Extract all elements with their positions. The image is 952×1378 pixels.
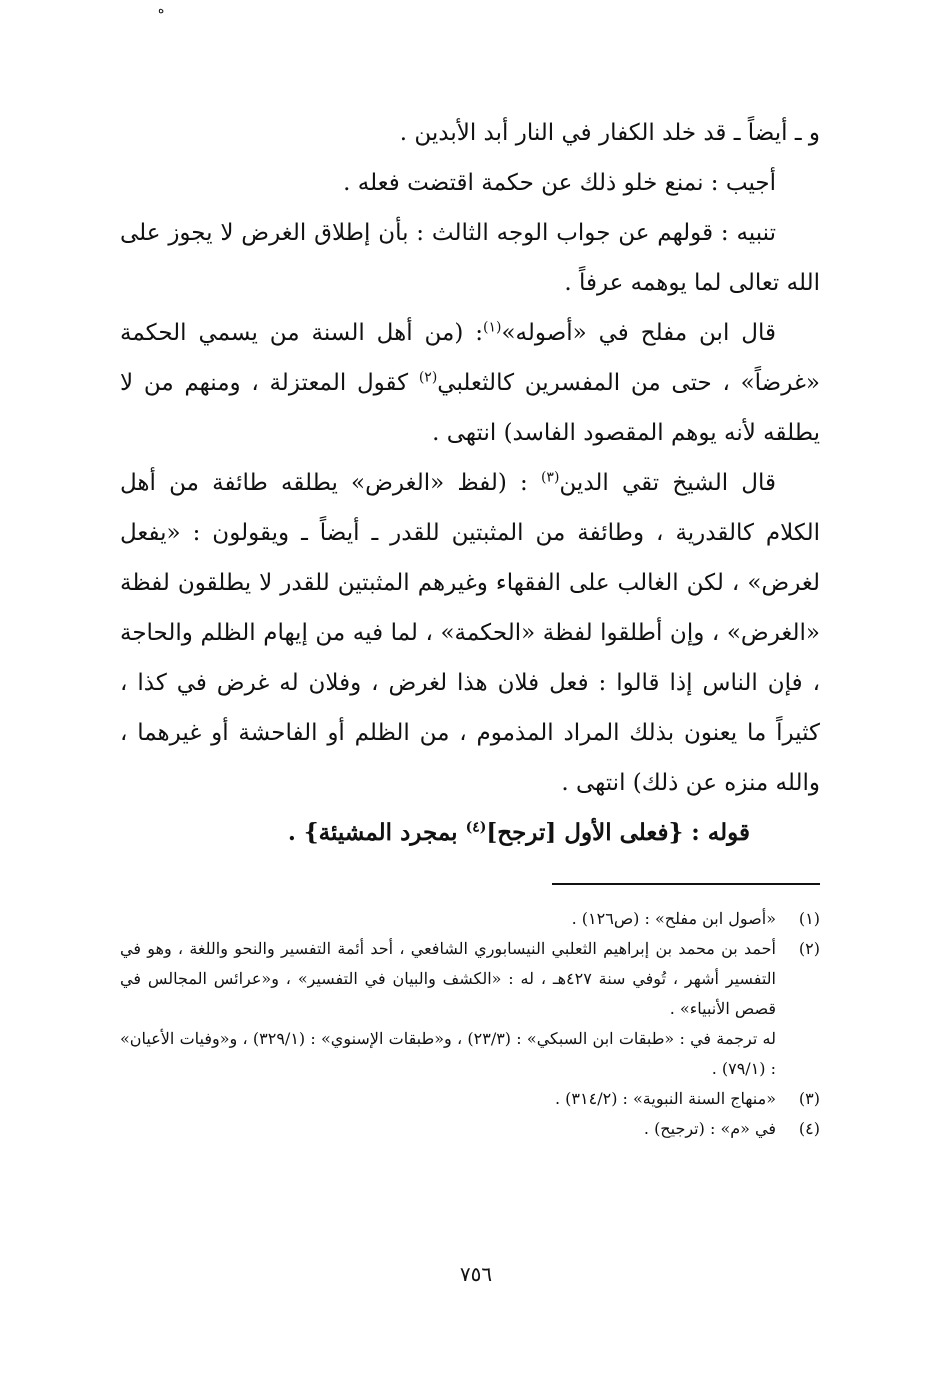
- footnote-3: [120, 1084, 820, 1114]
- footnote-text: في «م» : (ترجيح) .: [643, 1119, 776, 1138]
- footnote-text: أحمد بن محمد بن إبراهيم الثعلبي النيسابوري الشافعي ، أحد أئمة التفسير والنحو واللغة ، وهو في التفسير أشهر ، تُوفي سنة ٤٢٧هـ ، له : «الكشف والبيان في التفسير» ، و«عرائس المجالس في قصص الأنبياء» .: [120, 939, 776, 1018]
- footnote-ref-2: (٢): [418, 369, 438, 386]
- footnote-number: (٤): [798, 1119, 820, 1138]
- text-line-2: أجيب : نمنع خلو ذلك عن حكمة اقتضت فعله .: [343, 170, 776, 196]
- footnote-ref-3: (٣): [540, 469, 560, 486]
- taqi-aldin-paragraph: [120, 458, 820, 808]
- tanbih-paragraph: تنبيه : قولهم عن جواب الوجه الثالث : بأن إطلاق الغرض لا يجوز على الله تعالى لما يوهمه عرفاً .: [120, 220, 820, 296]
- text-line-1: و ـ أيضاً ـ قد خلد الكفار في النار أبد الأبدين .: [399, 120, 820, 146]
- taqi-text-b: : (لفظ «الغرض» يطلقه طائفة من أهل الكلام كالقدرية ، وطائفة من المثبتين للقدر ـ أيضاً ـ ويقولون : «يفعل لغرض» ، لكن الغالب على الفقهاء وغيرهم المثبتين للقدر لا يطلقون لفظة «الغرض» ، وإن أطلقوا لفظة «الحكمة» ، لما فيه من إيهام الظلم والحاجة ، فإن الناس إذا قالوا : فعل فلان هذا لغرض ، وفلان له غرض في كذا ، كثيراً ما يعنون بذلك المراد المذموم ، من الظلم أو الفاحشة أو غيرهما ، والله منزه عن ذلك) انتهى .: [120, 470, 820, 796]
- page-number: ٧٥٦: [459, 1262, 493, 1286]
- footnote-ref-4: (٤): [465, 819, 487, 836]
- footnote-1: [120, 904, 820, 934]
- stray-mark: ه: [158, 2, 165, 16]
- ibn-mufleh-paragraph: [120, 308, 820, 458]
- footnote-2: [120, 934, 820, 1024]
- footnotes: [120, 904, 820, 1144]
- main-text: [120, 108, 820, 858]
- footnote-text: «أصول ابن مفلح» : (ص١٢٦) .: [571, 909, 776, 928]
- qawluh-text-a: قوله : {فعلى الأول [ترجح]: [486, 819, 750, 846]
- footnote-4: [120, 1114, 820, 1144]
- footnote-text: «منهاج السنة النبوية» : (٣١٤/٢) .: [555, 1089, 776, 1108]
- footnote-separator: [552, 883, 820, 885]
- qawluh-text-b: بمجرد المشيئة} .: [287, 819, 466, 846]
- ibn-mufleh-text-a: قال ابن مفلح في «أصوله»: [501, 320, 776, 346]
- footnote-number: (٣): [798, 1089, 820, 1108]
- taqi-text-a: قال الشيخ تقي الدين: [559, 470, 776, 496]
- footnote-number: (٢): [798, 939, 820, 958]
- qawluh-line: [120, 808, 820, 858]
- footnote-number: (١): [798, 909, 820, 928]
- footnote-2-continuation: له ترجمة في : «طبقات ابن السبكي» : (٢٣/٣) ، و«طبقات الإسنوي» : (٣٢٩/١) ، و«وفيات الأعيان» : (٧٩/١) .: [120, 1029, 776, 1078]
- ibn-mufleh-text-b: : (من أهل السنة من يسمي الحكمة «غرضاً» ، حتى من المفسرين كالثعلبي: [120, 320, 820, 396]
- footnote-ref-1: (١): [482, 319, 502, 336]
- ibn-mufleh-text-c: كقول المعتزلة ، ومنهم من لا يطلقه لأنه يوهم المقصود الفاسد) انتهى .: [120, 370, 820, 446]
